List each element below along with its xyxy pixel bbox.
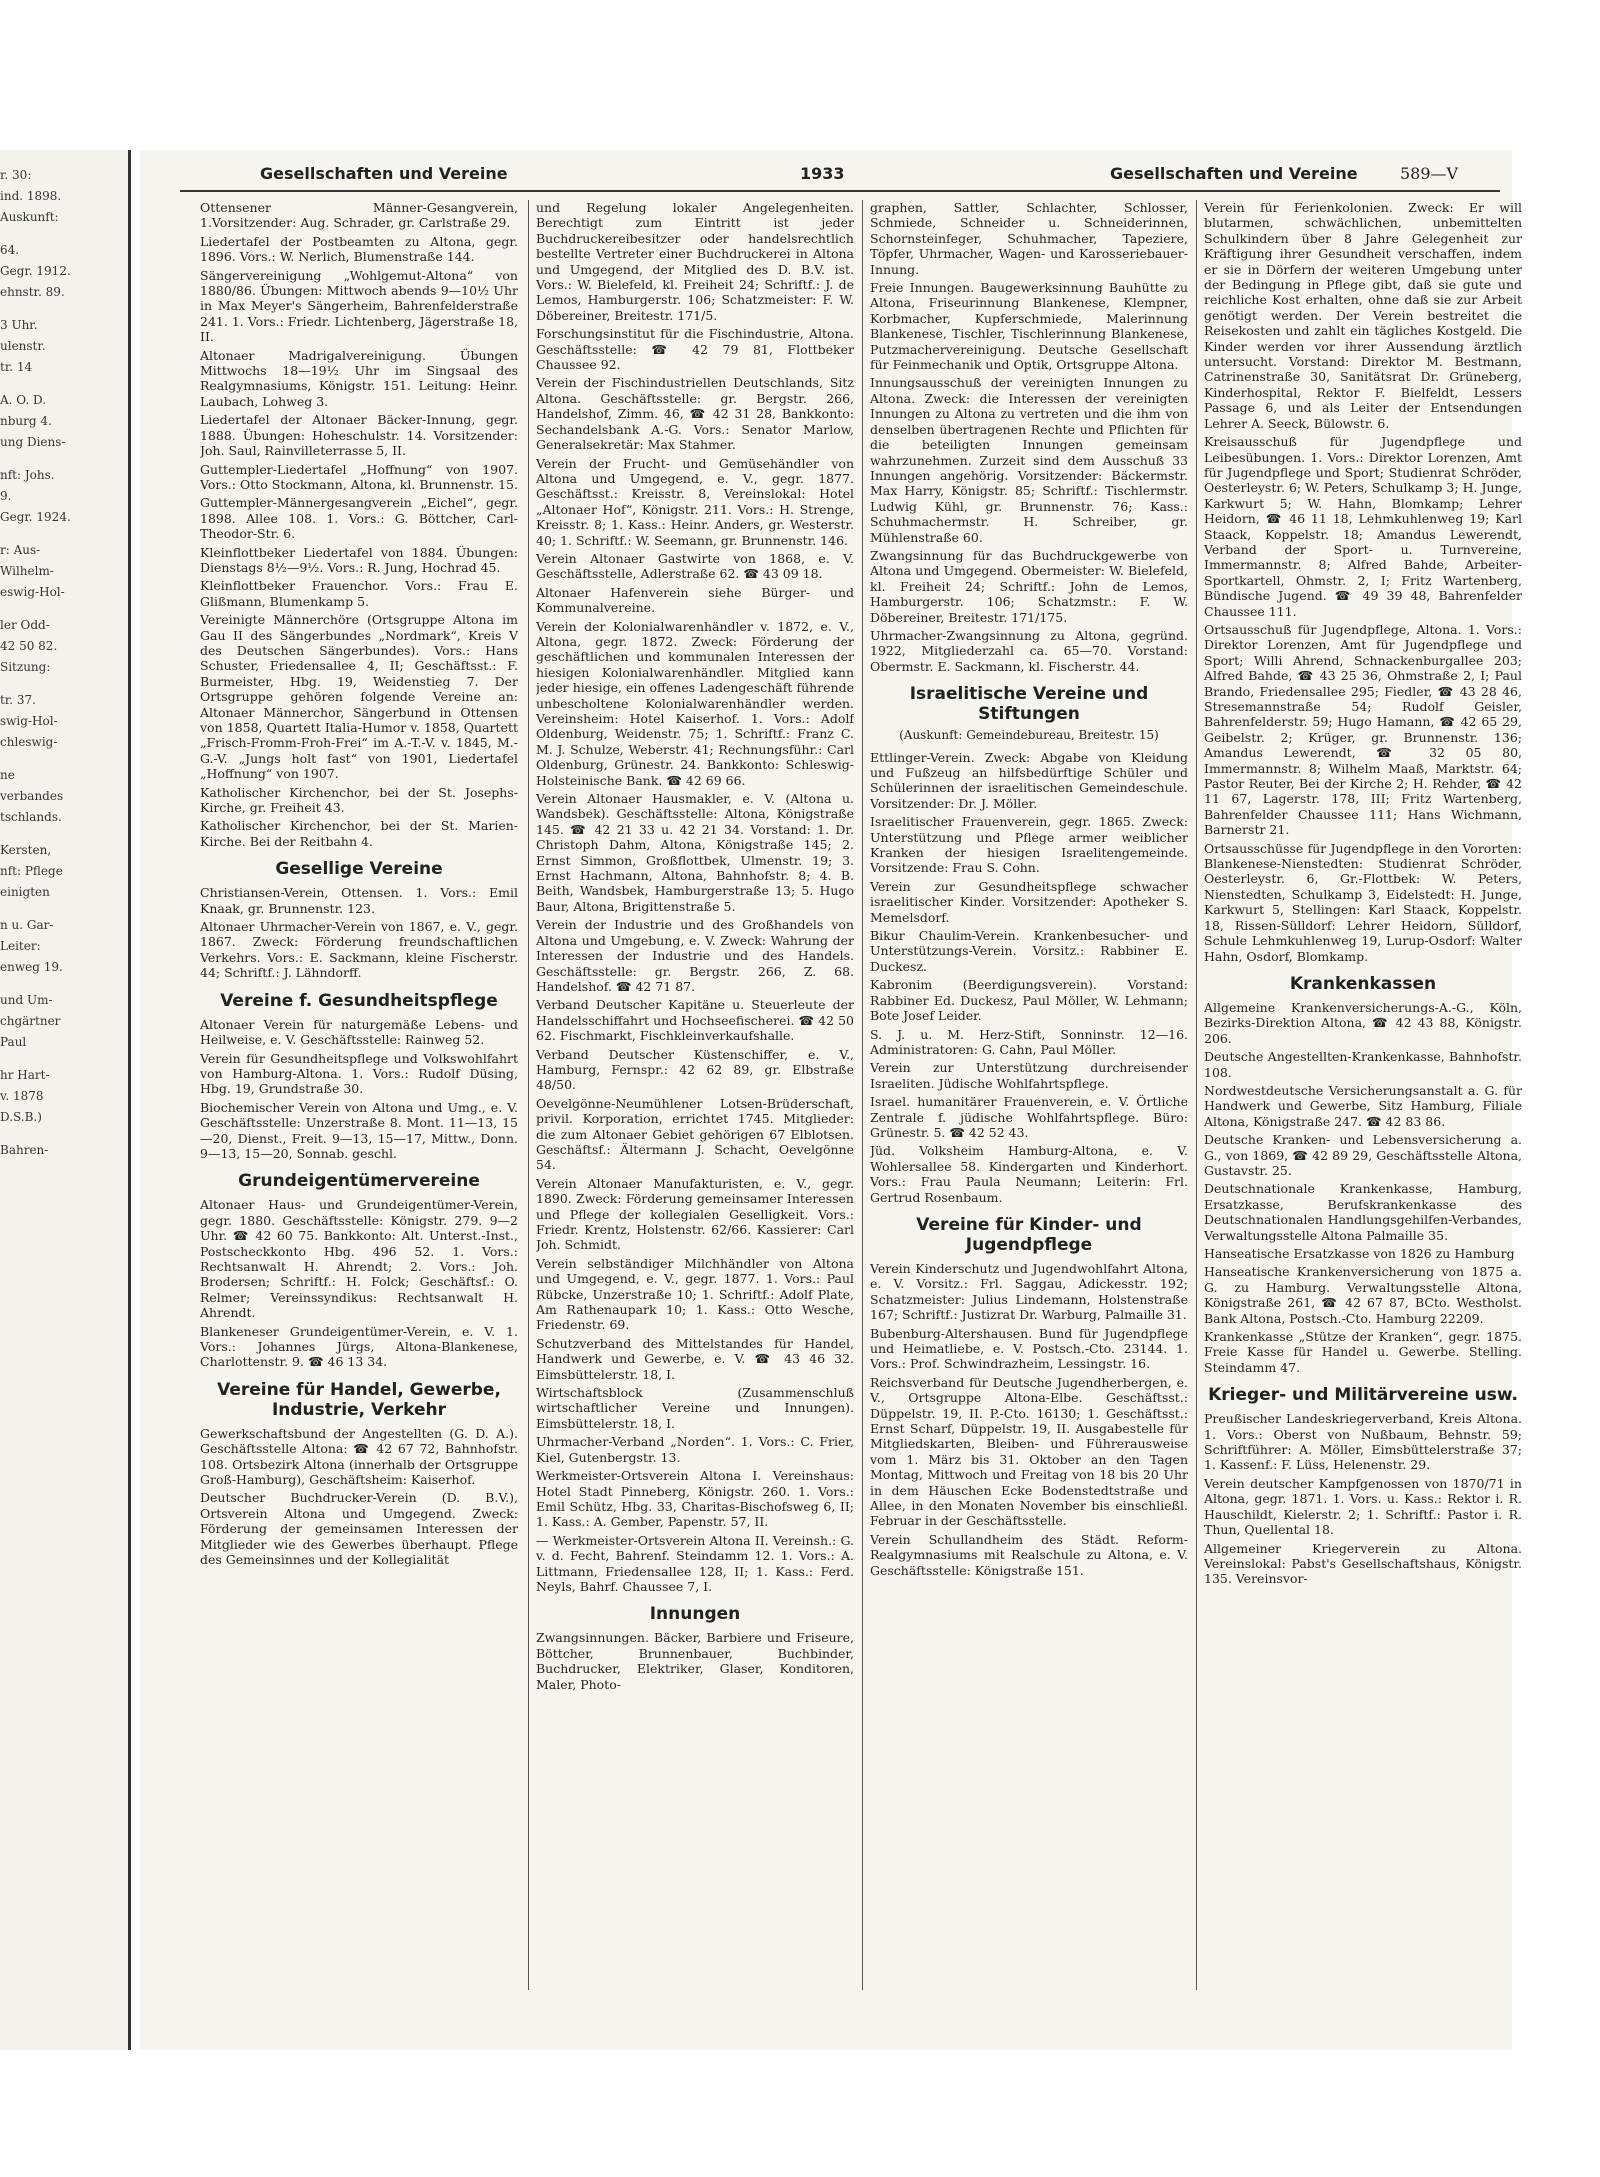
previous-page-fragment: Kersten, bbox=[0, 843, 52, 857]
column-divider bbox=[862, 200, 863, 1990]
directory-entry: Gewerkschaftsbund der Angestellten (G. D. A.). Geschäftsstelle Altona: ☎ 42 67 72, Bahnhofstr. 108. Ortsbezirk Altona (innerhalb der Ortsgruppe Groß-Hamburg), Geschäftsheim: Kaiserhof. bbox=[200, 1425, 518, 1488]
previous-page-fragment: chgärtner bbox=[0, 1014, 61, 1028]
directory-entry: Oevelgönne-Neumühlener Lotsen-Brüderschaft, privil. Korporation, errichtet 1745. Mitglieder: die zum Altonaer Gebiet gehörigen 67 Elblotsen. Geschäftsf.: Ältermann J. Schacht, Oevelgönne 54. bbox=[536, 1095, 854, 1173]
directory-entry: Werkmeister-Ortsverein Altona I. Vereinshaus: Hotel Stadt Pinneberg, Königstr. 260. 1. Vors.: Emil Schütz, Hbg. 33, Charitas-Bischofsweg 6, II; 1. Kass.: A. Gember, Papenstr. 57, II. bbox=[536, 1468, 854, 1530]
previous-page-fragment: und Um- bbox=[0, 993, 53, 1007]
directory-entry: Allgemeine Krankenversicherungs-A.-G., Köln, Bezirks-Direktion Altona, ☎ 42 43 88, Königstr. 206. bbox=[1204, 999, 1522, 1046]
directory-entry: Bikur Chaulim-Verein. Krankenbesucher- und Unterstützungs-Verein. Vorsitz.: Rabbiner E. Duckesz. bbox=[870, 928, 1188, 974]
directory-entry: Christiansen-Verein, Ottensen. 1. Vors.: Emil Knaak, gr. Brunnenstr. 123. bbox=[200, 885, 518, 916]
directory-entry: Freie Innungen. Baugewerksinnung Bauhütte zu Altona, Friseurinnung Blankenese, Klempner, Korbmacher, Kupferschmiede, Malerinnung Blankenese, Tischler, Tischlerinnung Blankenese, Putzmachervereinigung. Deutsche Gesellschaft für Feinmechanik und Optik, Ortsgruppe Altona. bbox=[870, 280, 1188, 373]
directory-entry: Ortsausschüsse für Jugendpflege in den Vororten: Blankenese-Nienstedten: Studienrat Schröder, Oesterleystr. 6, Gr.-Flottbek: W. Peters, Nienstedten, Schulkamp 3, Eidelstedt: H. Junge, Karkwurt 5, Stellingen: Karl Staack, Koppelstr. 18, Rissen-Sülldorf: Lehrer Heidorn, Sülldorf, Schule Lehmkuhlenweg 19, Lurup-Osdorf: Walter Hahn, Osdorf, Blomkamp. bbox=[1204, 840, 1522, 964]
previous-page-fragment: Paul bbox=[0, 1035, 27, 1049]
directory-entry: Kleinflottbeker Frauenchor. Vors.: Frau E. Glißmann, Blumenkamp 5. bbox=[200, 578, 518, 609]
directory-entry: Preußischer Landeskriegerverband, Kreis Altona. 1. Vors.: Oberst von Nußbaum, Behnstr. 59; Schriftführer: A. Möller, Eimsbüttelerstraße 37; 1. Kassenf.: F. Lüss, Helenenstr. 29. bbox=[1204, 1411, 1522, 1473]
directory-entry: (Auskunft: Gemeindebureau, Breitestr. 15) bbox=[899, 728, 1159, 743]
previous-page-fragment: einigten bbox=[0, 885, 50, 899]
directory-entry: graphen, Sattler, Schlachter, Schlosser, Schmiede, Schneider u. Schneiderinnen, Schornsteinfeger, Schuhmacher, Tapeziere, Töpfer, Uhrmacher, Wagen- und Karosseriebauer-Innung. bbox=[870, 200, 1188, 277]
directory-entry: Blankeneser Grundeigentümer-Verein, e. V. 1. Vors.: Johannes Jürgs, Altona-Blankenese, Charlottenstr. 9. ☎ 46 13 34. bbox=[200, 1323, 518, 1370]
previous-page-fragment: tr. 14 bbox=[0, 360, 33, 374]
previous-page-fragment: hr Hart- bbox=[0, 1068, 50, 1082]
directory-entry: Forschungsinstitut für die Fischindustrie, Altona. Geschäftsstelle: ☎ 42 79 81, Flottbeker Chaussee 92. bbox=[536, 326, 854, 373]
directory-entry: Guttempler-Liedertafel „Hoffnung“ von 1907. Vors.: Otto Stockmann, Altona, kl. Brunnenstr. 15. bbox=[200, 461, 518, 492]
section-heading: Vereine für Handel, Gewerbe, Industrie, Verkehr bbox=[217, 1379, 501, 1420]
previous-page-fragment: D.S.B.) bbox=[0, 1110, 42, 1124]
directory-entry: Verein selbständiger Milchhändler von Altona und Umgegend, e. V., gegr. 1877. 1. Vors.: Paul Rübcke, Unzerstraße 10; 1. Schriftf.: Adolf Plate, Am Rathenaupark 10; 1. Kass.: Otto Wesche, Friedenstr. 69. bbox=[536, 1255, 854, 1333]
previous-page-fragment: A. O. D. bbox=[0, 393, 47, 407]
column-1 bbox=[200, 200, 518, 2000]
directory-entry: Verein für Gesundheitspflege und Volkswohlfahrt von Hamburg-Altona. 1. Vors.: Rudolf Düsing, Hbg. 19, Grundstraße 30. bbox=[200, 1050, 518, 1097]
directory-entry: Altonaer Haus- und Grundeigentümer-Verein, gegr. 1880. Geschäftsstelle: Königstr. 279. 9—2 Uhr. ☎ 42 60 75. Bankkonto: Alt. Unterst.-Inst., Postscheckkonto Hbg. 496 52. 1. Vors.: Rechtsanwalt H. Ahrendt; 2. Vors.: Joh. Brodersen; Schriftf.: H. Folck; Geschäftsf.: O. Relmer; Vereinssyndikus: Rechtsanwalt H. Ahrendt. bbox=[200, 1197, 518, 1321]
previous-page-fragment: enweg 19. bbox=[0, 960, 63, 974]
directory-entry: Altonaer Uhrmacher-Verein von 1867, e. V., gegr. 1867. Zweck: Förderung freundschaftlichen Verkehrs. Vors.: E. Sackmann, kleine Fischerstr. 44; Schriftf.: J. Lähndorff. bbox=[200, 919, 518, 981]
directory-entry: Allgemeiner Kriegerverein zu Altona. Vereinslokal: Pabst's Gesellschaftshaus, Königstr. 135. Vereinsvor- bbox=[1204, 1540, 1522, 1587]
directory-entry: Altonaer Verein für naturgemäße Lebens- und Heilweise, e. V. Geschäftsstelle: Rainweg 52. bbox=[200, 1016, 518, 1048]
previous-page-fragment: chleswig- bbox=[0, 735, 58, 749]
directory-entry: Verein zur Gesundheitspflege schwacher israelitischer Kinder. Vorsitzender: Apotheker S. Memelsdorf. bbox=[870, 878, 1188, 925]
directory-entry: Altonaer Madrigalvereinigung. Übungen Mittwochs 18—19½ Uhr im Singsaal des Realgymnasiums, Königstr. 151. Leitung: Heinr. Laubach, Lohweg 3. bbox=[200, 347, 518, 409]
directory-entry: Verein der Kolonialwarenhändler v. 1872, e. V., Altona, gegr. 1872. Zweck: Förderung der geschäftlichen und kommunalen Interessen der hiesigen Kolonialwarenhändler. Mitglied kann jeder hiesige, ein offenes Ladengeschäft führende unbescholtene Kolonialwarenhändler werden. Vereinsheim: Hotel Kaiserhof. 1. Vors.: Adolf Oldenburg, Weidenstr. 75; 1. Schriftf.: Franz C. M. J. Schulze, Weberstr. 41; Rechnungsführ.: Carl Oldenburg, Grünestr. 24. Bankkonto: Schleswig-Holsteinische Bank. ☎ 42 69 66. bbox=[536, 618, 854, 788]
directory-entry: Verein zur Unterstützung durchreisender Israeliten. Jüdische Wohlfahrtspflege. bbox=[870, 1060, 1188, 1091]
directory-entry: Verein Altonaer Hausmakler, e. V. (Altona u. Wandsbek). Geschäftsstelle: Altona, Königstraße 145. ☎ 42 21 33 u. 42 21 34. Vorstand: 1. Dr. Christoph Dahm, Altona, Königstraße 145; 2. Ernst Simmon, Großflottbek, Ulmenstr. 19; 3. Ernst Hachmann, Altona, Bahnhofstr. 8; 4. B. Beith, Wandsbek, Hamburgerstraße 13; 5. Hugo Baur, Altona, Brigittenstraße 5. bbox=[536, 791, 854, 914]
previous-page-fragment: 64. bbox=[0, 243, 20, 257]
column-divider bbox=[528, 200, 529, 1990]
directory-entry: Verein Altonaer Manufakturisten, e. V., gegr. 1890. Zweck: Förderung gemeinsamer Interessen und Pflege der kollegialen Geselligkeit. Vors.: Friedr. Krentz, Holstenstr. 62/66. Kassierer: Carl Joh. Schmidt. bbox=[536, 1175, 854, 1253]
directory-entry: Verband Deutscher Küstenschiffer, e. V., Hamburg, Fernspr.: 42 62 89, gr. Elbstraße 48/50. bbox=[536, 1046, 854, 1093]
directory-entry: Verein deutscher Kampfgenossen von 1870/71 in Altona, gegr. 1871. 1. Vors. u. Kass.: Rektor i. R. Hauschildt, Kielerstr. 2; 1. Schriftf.: Pastor i. R. Thun, Quellental 18. bbox=[1204, 1475, 1522, 1538]
previous-page-fragment: nburg 4. bbox=[0, 414, 52, 428]
directory-entry: Israel. humanitärer Frauenverein, e. V. Örtliche Zentrale f. jüdische Wohlfahrtspflege. Büro: Grünestr. 5. ☎ 42 52 43. bbox=[870, 1094, 1188, 1140]
directory-entry: Hanseatische Ersatzkasse von 1826 zu Hamburg bbox=[1204, 1246, 1515, 1261]
directory-entry: Nordwestdeutsche Versicherungsanstalt a. G. für Handwerk und Gewerbe, Sitz Hamburg, Filiale Altona, Königstraße 247. ☎ 42 83 86. bbox=[1204, 1082, 1522, 1129]
directory-entry: Verband Deutscher Kapitäne u. Steuerleute der Handelsschiffahrt und Hochseefischerei. ☎ 42 50 62. Fischmarkt, Fischkleinverkaufshalle. bbox=[536, 997, 854, 1044]
directory-entry: Guttempler-Männergesangverein „Eichel“, gegr. 1898. Allee 108. 1. Vors.: G. Böttcher, Carl-Theodor-Str. 6. bbox=[200, 495, 518, 542]
section-heading: Vereine für Kinder- und Jugendpflege bbox=[916, 1214, 1142, 1255]
directory-entry: Verein der Industrie und des Großhandels von Altona und Umgebung, e. V. Zweck: Wahrung der Interessen der Industrie und des Handels. Geschäftsstelle: gr. Bergstr. 266, Z. 68. Handelshof. ☎ 42 71 87. bbox=[536, 917, 854, 994]
previous-page-fragment: verbandes bbox=[0, 789, 64, 803]
column-divider bbox=[1196, 200, 1197, 1990]
directory-entry: Zwangsinnung für das Buchdruckgewerbe von Altona und Umgegend. Obermeister: W. Bielefeld, kl. Freiheit 24; Schriftf.: John de Lemos, Hamburgerstr. 106; Schatzmstr.: F. W. Döbereiner, Breitestr. 171/175. bbox=[870, 547, 1188, 625]
directory-entry: Kreisausschuß für Jugendpflege und Leibesübungen. 1. Vors.: Direktor Lorenzen, Amt für Jugendpflege und Sport; Studienrat Schröder, Oesterleystr. 6; W. Peters, Schulkamp 3; H. Junge, Karkwurt 5; W. Hahn, Blomkamp; Lehrer Heidorn, ☎ 46 11 18, Lehmkuhlenweg 19; Karl Staack, Koppelstr. 18; Amandus Lewerendt, Verband der Sport- u. Turnvereine, Immermannstr. 8; Alfred Bahde, Arbeiter-Sportkartell, Ohmstr. 2, I; Fritz Wartenberg, Bündische Jugend. ☎ 49 39 48, Bahrenfelder Chaussee 111. bbox=[1204, 434, 1522, 619]
directory-entry: Hanseatische Krankenversicherung von 1875 a. G. zu Hamburg. Verwaltungsstelle Altona, Königstraße 261, ☎ 42 67 87, BCto. Westholst. Bank Altona, Postsch.-Cto. Hamburg 22209. bbox=[1204, 1264, 1522, 1326]
previous-page-fragment: tr. 37. bbox=[0, 693, 36, 707]
previous-page-fragment: ehnstr. 89. bbox=[0, 285, 65, 299]
directory-entry: Liedertafel der Postbeamten zu Altona, gegr. 1896. Vors.: W. Nerlich, Blumenstraße 144. bbox=[200, 233, 518, 265]
document-page bbox=[140, 150, 1522, 2050]
header-right-title: Gesellschaften und Vereine bbox=[1110, 164, 1358, 183]
directory-entry: Jüd. Volksheim Hamburg-Altona, e. V. Wohlersallee 58. Kindergarten und Kinderhort. Vors.: Frau Paula Neumann; Leiterin: Frl. Gertrud Rosenbaum. bbox=[870, 1143, 1188, 1205]
directory-entry: Reichsverband für Deutsche Jugendherbergen, e. V., Ortsgruppe Altona-Elbe. Geschäftsst.: Düppelstr. 19, II. P.-Cto. 16130; 1. Geschäftsst.: Ernst Scharf, Düppelstr. 19, II. Ausgabestelle für Mitgliedskarten, Bleiben- und Führerausweise vom 1. März bis 31. Oktober an den Tagen Montag, Mittwoch und Freitag von 18 bis 20 Uhr in dem Häuschen Ecke Bodenstedtstraße und Allee, in den Monaten November bis einschließl. Februar in der Geschäftsstelle. bbox=[870, 1374, 1188, 1529]
directory-entry: Verein für Ferienkolonien. Zweck: Er will blutarmen, schwächlichen, unbemittelten Schulkindern über 8 Jahre Gelegenheit zur Kräftigung ihrer Gesundheit verschaffen, indem er sie in Dörfern der weiteren Umgebung unter der Bedingung in Pflege gibt, daß sie gute und reichliche Kost erhalten, ohne daß sie zur Arbeit genötigt werden. Der Verein bestreitet die Reisekosten und zahlt ein tägliches Kostgeld. Die Kinder werden vor ihrer Aussendung ärztlich untersucht. Vorstand: Direktor M. Bestmann, Catrinenstraße 30, Sanitätsrat Dr. Grüneberg, Kinderhospital, Rektor F. Bielfeldt, Lessers Passage 6, und als Leiter der Entsendungen Lehrer A. Seeck, Bülowstr. 6. bbox=[1204, 200, 1522, 431]
previous-page-fragment: ne bbox=[0, 768, 15, 782]
previous-page-fragment: r: Aus- bbox=[0, 543, 41, 557]
section-heading: Vereine f. Gesundheitspflege bbox=[220, 990, 498, 1011]
directory-entry: Verein der Fischindustriellen Deutschlands, Sitz Altona. Geschäftsstelle: gr. Bergstr. 266, Handelshof, Zimm. 46, ☎ 42 31 28, Bankkonto: Sechandelsbank A.-G. Vors.: Senator Marlow, Generalsekretär: Max Stahmer. bbox=[536, 375, 854, 453]
section-heading: Krankenkassen bbox=[1289, 973, 1437, 994]
directory-entry: Krankenkasse „Stütze der Kranken“, gegr. 1875. Freie Kasse für Handel u. Gewerbe. Stelling. Steindamm 47. bbox=[1204, 1329, 1522, 1375]
section-heading: Israelitische Vereine und Stiftungen bbox=[909, 684, 1149, 725]
previous-page-fragment: eswig-Hol- bbox=[0, 585, 65, 599]
column-2 bbox=[536, 200, 854, 2000]
directory-entry: Deutsche Kranken- und Lebensversicherung a. G., von 1869, ☎ 42 89 29, Geschäftsstelle Altona, Gustavstr. 25. bbox=[1204, 1132, 1522, 1178]
directory-entry: Liedertafel der Altonaer Bäcker-Innung, gegr. 1888. Übungen: Hoheschulstr. 14. Vorsitzender: Joh. Saul, Rainvilleterrasse 5, II. bbox=[200, 412, 518, 459]
previous-page-fragment: Bahren- bbox=[0, 1143, 49, 1157]
page-header bbox=[180, 164, 1500, 190]
previous-page-fragment: nft: Pflege bbox=[0, 864, 63, 878]
directory-entry: Ettlinger-Verein. Zweck: Abgabe von Kleidung und Fußzeug an hilfsbedürftige Schüler und Schülerinnen der israelitischen Gemeindeschule. Vorsitzender: Dr. J. Möller. bbox=[870, 749, 1188, 811]
directory-entry: Verein Altonaer Gastwirte von 1868, e. V. Geschäftsstelle, Adlerstraße 62. ☎ 43 09 18. bbox=[536, 550, 854, 582]
directory-entry: Ottensener Männer-Gesangverein, 1.Vorsitzender: Aug. Schrader, gr. Carlstraße 29. bbox=[200, 200, 518, 231]
directory-entry: Wirtschaftsblock (Zusammenschluß wirtschaftlicher Vereine und Innungen). Eimsbüttelerstr. 18, I. bbox=[536, 1385, 854, 1431]
section-heading: Gesellige Vereine bbox=[275, 859, 443, 880]
directory-entry: Deutscher Buchdrucker-Verein (D. B.V.), Ortsverein Altona und Umgegend. Zweck: Förderung der gemeinsamen Interessen der Mitglieder wie des Gewerbes überhaupt. Pflege des Gemeinsinnes und der Kollegialität bbox=[200, 1490, 518, 1568]
directory-entry: Katholischer Kirchenchor, bei der St. Josephs-Kirche, gr. Freiheit 43. bbox=[200, 784, 518, 816]
directory-entry: Zwangsinnungen. Bäcker, Barbiere und Friseure, Böttcher, Brunnenbauer, Buchbinder, Buchdrucker, Elektriker, Glaser, Konditoren, Maler, Photo- bbox=[536, 1630, 854, 1692]
header-rule bbox=[180, 190, 1500, 192]
directory-entry: Vereinigte Männerchöre (Ortsgruppe Altona im Gau II des Sängerbundes „Nordmark“, Kreis V des Deutschen Sängerbundes). Vors.: Hans Schuster, Friedensallee 4, II; Geschäftsst.: F. Burmeister, Hbg. 19, Weidenstieg 7. Der Ortsgruppe gehören folgende Vereine an: Altonaer Männerchor, Sängerbund in Ottensen von 1858, Quartett Italia-Humor v. 1858, Quartett „Frisch-Fromm-Froh-Frei“ im A.-T.-V. v. 1845, M.-G.-V. „Jungs holt fast“ von 1901, Liedertafel „Hoffnung“ von 1907. bbox=[200, 612, 518, 782]
directory-entry: Bubenburg-Altershausen. Bund für Jugendpflege und Heimatliebe, e. V. Postsch.-Cto. 23144. 1. Vors.: Prof. Schwindrazheim, Lessingstr. 16. bbox=[870, 1325, 1188, 1372]
directory-entry: und Regelung lokaler Angelegenheiten. Berechtigt zum Eintritt ist jeder Buchdruckereibesitzer oder handelsrechtlich bestellte Vertreter einer Buchdruckerei in Altona und Umgegend, der Mitglied des D. B.V. ist. Vors.: W. Bielefeld, kl. Freiheit 24; Schriftf.: J. de Lemos, Hamburgerstr. 106; Schatzmeister: F. W. Döbereiner, Breitestr. 171/5. bbox=[536, 200, 854, 323]
header-left-title: Gesellschaften und Vereine bbox=[260, 164, 508, 183]
directory-entry: Kabronim (Beerdigungsverein). Vorstand: Rabbiner Ed. Duckesz, Paul Möller, W. Lehmann; Bote Josef Leider. bbox=[870, 977, 1188, 1024]
previous-page-fragment: ung Diens- bbox=[0, 435, 66, 449]
previous-page-fragment: Auskunft: bbox=[0, 210, 59, 224]
previous-page-fragment: ler Odd- bbox=[0, 618, 50, 632]
previous-page-fragment: Sitzung: bbox=[0, 660, 51, 674]
previous-page-fragment: tschlands. bbox=[0, 810, 62, 824]
previous-page-fragment: n u. Gar- bbox=[0, 918, 54, 932]
directory-entry: Kleinflottbeker Liedertafel von 1884. Übungen: Dienstags 8½—9½. Vors.: R. Jung, Hochrad 45. bbox=[200, 544, 518, 575]
previous-page-fragment: ind. 1898. bbox=[0, 189, 62, 203]
directory-entry: Uhrmacher-Zwangsinnung zu Altona, gegründ. 1922, Mitgliederzahl ca. 65—70. Vorstand: Obermstr. E. Sackmann, kl. Fischerstr. 44. bbox=[870, 627, 1188, 674]
previous-page-fragment: Wilhelm- bbox=[0, 564, 54, 578]
directory-entry: Israelitischer Frauenverein, gegr. 1865. Zweck: Unterstützung und Pflege armer weiblicher Kranken der hiesigen Israelitengemeinde. Vorsitzende: Frau S. Cohn. bbox=[870, 814, 1188, 876]
directory-entry: Verein der Frucht- und Gemüsehändler von Altona und Umgegend, e. V., gegr. 1877. Geschäftsst.: Kreisstr. 8, Vereinslokal: Hotel „Altonaer Hof“, Königstr. 211. Vors.: H. Strenge, Kreisstr. 8; 1. Kass.: Heinr. Anders, gr. Westerstr. 40; 1. Schriftf.: W. Seemann, gr. Brunnenstr. 146. bbox=[536, 455, 854, 548]
section-heading: Innungen bbox=[649, 1604, 741, 1625]
directory-entry: Altonaer Hafenverein siehe Bürger- und Kommunalvereine. bbox=[536, 584, 854, 616]
previous-page-fragment: Gegr. 1912. bbox=[0, 264, 71, 278]
previous-page-fragment: 42 50 82. bbox=[0, 639, 58, 653]
section-heading: Grundeigentümervereine bbox=[238, 1171, 480, 1192]
column-3 bbox=[870, 200, 1188, 2000]
directory-entry: Deutsche Angestellten-Krankenkasse, Bahnhofstr. 108. bbox=[1204, 1049, 1522, 1080]
previous-page-fragment: v. 1878 bbox=[0, 1089, 44, 1103]
previous-page-strip bbox=[0, 150, 131, 2050]
directory-entry: Ortsausschuß für Jugendpflege, Altona. 1. Vors.: Direktor Lorenzen, Amt für Jugendpflege und Sport; Willi Ahrend, Schnackenburgallee 203; Alfred Bahde, ☎ 43 25 36, Ohmstraße 2, I; Paul Brando, Friedensallee 295; Fiedler, ☎ 43 28 46, Stresemannstraße 54; Rudolf Geisler, Bahrenfelderstr. 59; Hugo Hamann, ☎ 42 65 29, Geibelstr. 2; Krüger, gr. Brunnenstr. 136; Amandus Lewerendt, ☎ 32 05 80, Immermannstr. 8; Wilhelm Maaß, Marktstr. 64; Pastor Reuter, Bei der Kirche 2; H. Rehder, ☎ 42 11 67, Lagerstr. 178, III; Fritz Wartenberg, Bahrenfelder Chaussee 111; Hans Wichmann, Barnerstr 21. bbox=[1204, 621, 1522, 838]
directory-entry: Deutschnationale Krankenkasse, Hamburg, Ersatzkasse, Berufskrankenkasse des Deutschnationalen Handlungsgehilfen-Verbandes, Verwaltungsstelle Altona Palmaille 35. bbox=[1204, 1181, 1522, 1243]
section-heading: Krieger- und Militärvereine usw. bbox=[1208, 1385, 1518, 1406]
directory-entry: Uhrmacher-Verband „Norden“. 1. Vors.: C. Frier, Kiel, Gutenbergstr. 13. bbox=[536, 1434, 854, 1465]
directory-entry: Katholischer Kirchenchor, bei der St. Marien-Kirche. Bei der Reitbahn 4. bbox=[200, 818, 518, 849]
directory-entry: Verein Schullandheim des Städt. Reform-Realgymnasiums mit Realschule zu Altona, e. V. Geschäftsstelle: Königstraße 151. bbox=[870, 1531, 1188, 1578]
directory-entry: Schutzverband des Mittelstandes für Handel, Handwerk und Gewerbe, e. V. ☎ 43 46 32. Eimsbüttelerstr. 18, I. bbox=[536, 1335, 854, 1382]
directory-entry: — Werkmeister-Ortsverein Altona II. Vereinsh.: G. v. d. Fecht, Bahrenf. Steindamm 12. 1. Vors.: A. Littmann, Friedensallee 128, II; 1. Kass.: Ferd. Neyls, Bahrf. Chaussee 7, I. bbox=[536, 1532, 854, 1594]
directory-entry: Innungsausschuß der vereinigten Innungen zu Altona. Zweck: die Interessen der vereinigten Innungen zu Altona zu vertreten und die ihm von denselben übertragenen Rechte und Pflichten für die beteiligten Innungen gemeinsam wahrzunehmen. Zurzeit sind dem Ausschuß 33 Innungen angehörig. Vorsitzender: Bäckermstr. Max Harry, Königstr. 85; Schriftf.: Tischlermstr. Ludwig Kühl, gr. Brunnenstr. 76; Kass.: Schuhmachermstr. H. Schreiber, gr. Mühlenstraße 60. bbox=[870, 375, 1188, 545]
previous-page-fragment: 3 Uhr. bbox=[0, 318, 38, 332]
column-4 bbox=[1204, 200, 1522, 2000]
previous-page-fragment: r. 30: bbox=[0, 168, 32, 182]
directory-entry: Verein Kinderschutz und Jugendwohlfahrt Altona, e. V. Vorsitz.: Frl. Saggau, Adickesstr. 192; Schatzmeister: Julius Lindemann, Holstenstraße 167; Schriftf.: Justizrat Dr. Warburg, Palmaille 31. bbox=[870, 1260, 1188, 1323]
previous-page-fragment: nft: Johs. bbox=[0, 468, 55, 482]
header-year: 1933 bbox=[800, 164, 845, 183]
previous-page-fragment: ulenstr. bbox=[0, 339, 46, 353]
previous-page-fragment: Leiter: bbox=[0, 939, 41, 953]
directory-entry: Biochemischer Verein von Altona und Umg., e. V. Geschäftsstelle: Unzerstraße 8. Mont. 11—13, 15—20, Dienst., Freit. 9—13, 15—17, Mittw., Donn. 9—13, 15—20, Sonnab. geschl. bbox=[200, 1099, 518, 1161]
previous-page-fragment: 9. bbox=[0, 489, 12, 503]
previous-page-fragment: Gegr. 1924. bbox=[0, 510, 71, 524]
directory-entry: Sängervereinigung „Wohlgemut-Altona“ von 1880/86. Übungen: Mittwoch abends 9—10½ Uhr in Max Meyer's Sängerheim, Bahrenfelderstraße 241. 1. Vors.: Friedr. Lichtenberg, Jägerstraße 18, II. bbox=[200, 267, 518, 345]
directory-entry: S. J. u. M. Herz-Stift, Sonninstr. 12—16. Administratoren: G. Cahn, Paul Möller. bbox=[870, 1026, 1188, 1057]
previous-page-fragment: swig-Hol- bbox=[0, 714, 58, 728]
page-number: 589—V bbox=[1400, 164, 1459, 183]
